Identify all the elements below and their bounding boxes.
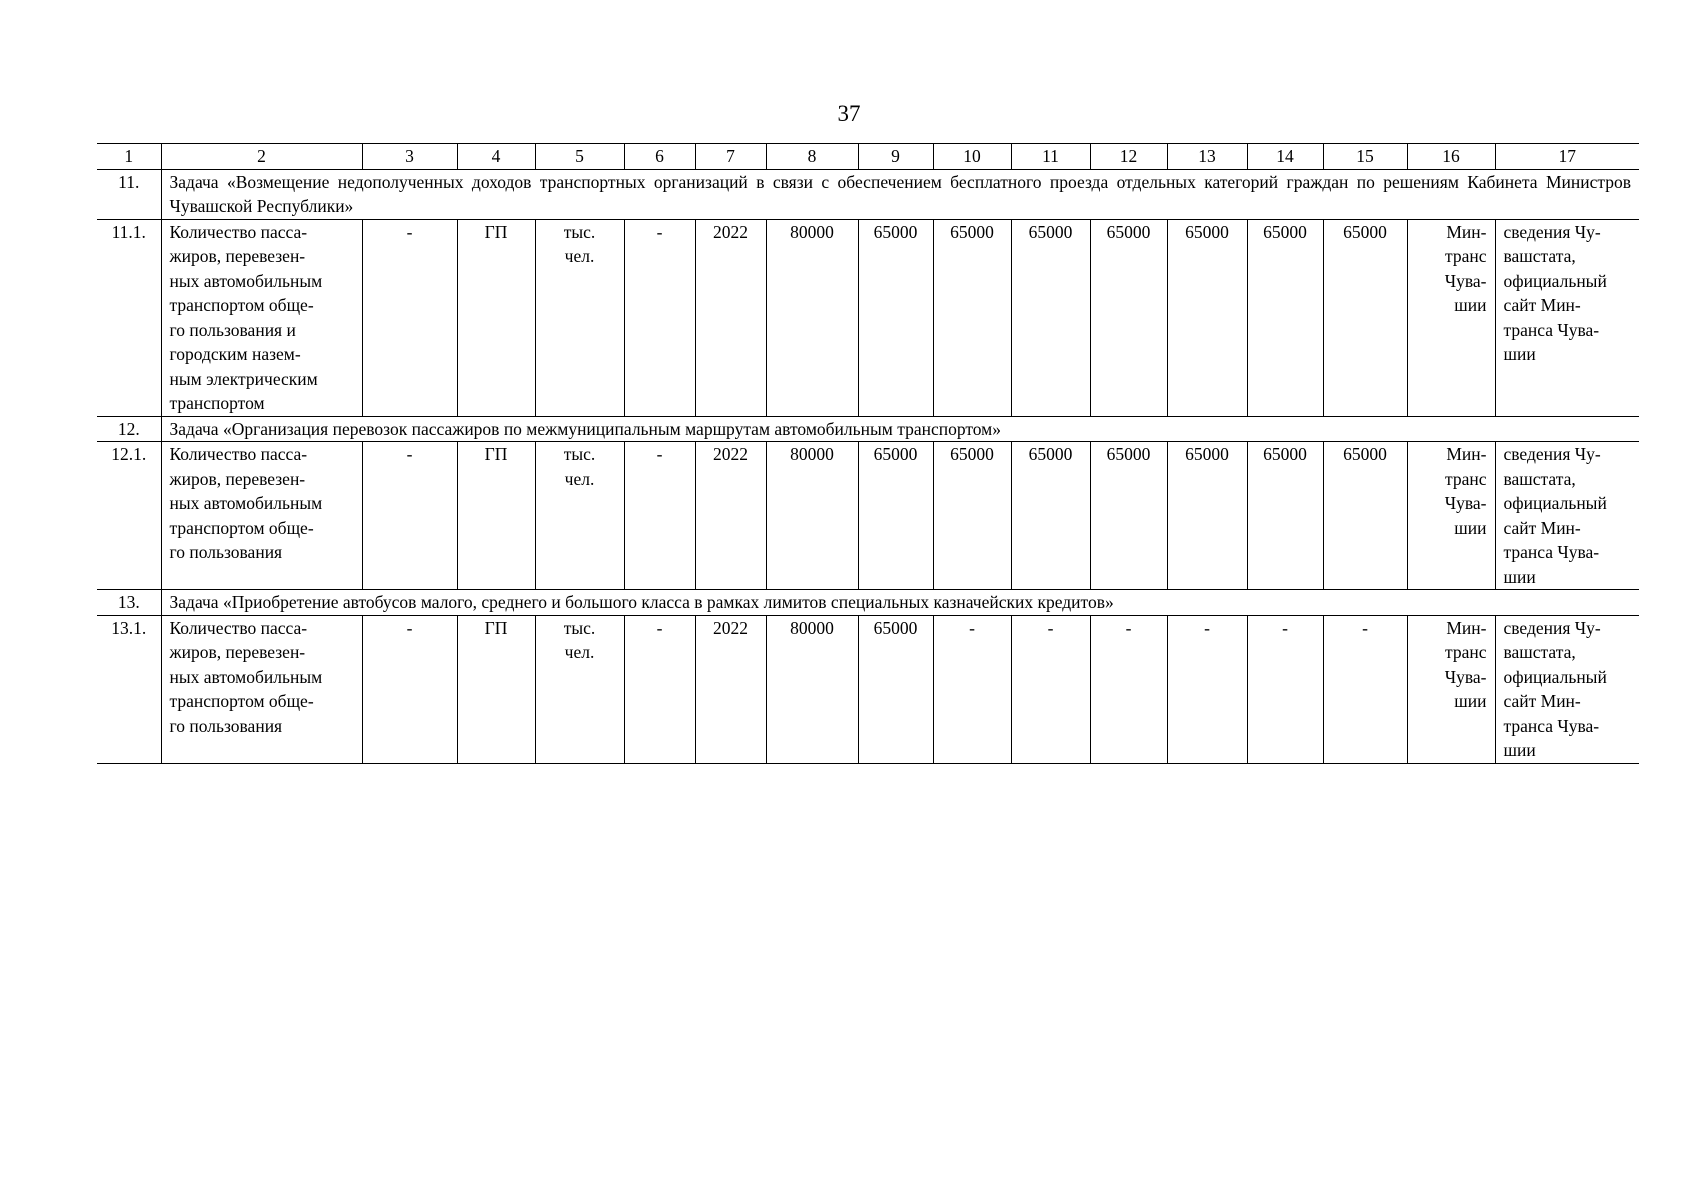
column-number-1: 1	[97, 144, 161, 170]
indicators-table	[97, 143, 1639, 764]
indicator-value: -	[1090, 615, 1167, 763]
column-number-7: 7	[695, 144, 766, 170]
column-number-11: 11	[1011, 144, 1090, 170]
task-title: Задача «Приобретение автобусов малого, среднего и большого класса в рамках лимитов специальных казначейских кредитов»	[161, 590, 1639, 616]
indicator-name: Количество пасса- жиров, перевезен- ных автомобильным транспортом обще- го пользования	[161, 442, 362, 590]
indicator-col6: -	[624, 615, 695, 763]
indicator-year: 2022	[695, 615, 766, 763]
indicator-responsible: Мин- транс Чува- шии	[1407, 219, 1495, 416]
column-number-16: 16	[1407, 144, 1495, 170]
column-number-12: 12	[1090, 144, 1167, 170]
indicator-source: сведения Чу- вашстата, официальный сайт Мин- транса Чува- шии	[1495, 219, 1639, 416]
indicator-value: 80000	[766, 442, 858, 590]
indicator-col6: -	[624, 219, 695, 416]
indicator-number: 12.1.	[97, 442, 161, 590]
indicator-col3: -	[362, 615, 457, 763]
task-number: 13.	[97, 590, 161, 616]
column-number-8: 8	[766, 144, 858, 170]
indicator-responsible: Мин- транс Чува- шии	[1407, 615, 1495, 763]
task-number: 12.	[97, 416, 161, 442]
indicator-row	[97, 615, 1639, 763]
indicator-year: 2022	[695, 442, 766, 590]
indicator-value: -	[933, 615, 1011, 763]
task-row	[97, 169, 1639, 219]
indicator-value: 65000	[1090, 442, 1167, 590]
indicator-name: Количество пасса- жиров, перевезен- ных автомобильным транспортом обще- го пользования и городским назем- ным электрическим транспортом	[161, 219, 362, 416]
indicator-number: 13.1.	[97, 615, 161, 763]
indicator-value: 65000	[858, 442, 933, 590]
indicator-value: -	[1323, 615, 1407, 763]
indicator-value: 65000	[1011, 219, 1090, 416]
column-number-13: 13	[1167, 144, 1247, 170]
indicator-unit: тыс. чел.	[535, 615, 624, 763]
task-title: Задача «Возмещение недополученных доходов транспортных организаций в связи с обеспечением бесплатного проезда отдельных категорий граждан по решениям Кабинета Министров Чувашской Республики»	[161, 169, 1639, 219]
indicator-col6: -	[624, 442, 695, 590]
task-title: Задача «Организация перевозок пассажиров по межмуниципальным маршрутам автомобильным транспортом»	[161, 416, 1639, 442]
indicator-unit: тыс. чел.	[535, 442, 624, 590]
column-number-2: 2	[161, 144, 362, 170]
indicator-value: 65000	[1323, 219, 1407, 416]
column-number-6: 6	[624, 144, 695, 170]
page-number: 37	[837, 101, 861, 126]
column-number-17: 17	[1495, 144, 1639, 170]
indicator-number: 11.1.	[97, 219, 161, 416]
indicator-value: 65000	[933, 219, 1011, 416]
indicator-value: -	[1011, 615, 1090, 763]
indicator-value: 65000	[1167, 442, 1247, 590]
indicator-unit: тыс. чел.	[535, 219, 624, 416]
indicator-responsible: Мин- транс Чува- шии	[1407, 442, 1495, 590]
indicator-value: -	[1247, 615, 1323, 763]
indicator-value: 80000	[766, 615, 858, 763]
indicator-value: 65000	[1167, 219, 1247, 416]
indicator-source: сведения Чу- вашстата, официальный сайт Мин- транса Чува- шии	[1495, 442, 1639, 590]
indicator-type: ГП	[457, 442, 535, 590]
column-number-4: 4	[457, 144, 535, 170]
column-number-15: 15	[1323, 144, 1407, 170]
column-number-14: 14	[1247, 144, 1323, 170]
indicator-value: 65000	[858, 615, 933, 763]
indicator-col3: -	[362, 219, 457, 416]
indicator-row	[97, 442, 1639, 590]
task-row	[97, 590, 1639, 616]
column-number-10: 10	[933, 144, 1011, 170]
indicator-value: 65000	[1011, 442, 1090, 590]
indicator-value: 65000	[933, 442, 1011, 590]
indicator-value: 65000	[1247, 442, 1323, 590]
indicator-value: 65000	[858, 219, 933, 416]
indicator-value: 65000	[1323, 442, 1407, 590]
indicator-value: 65000	[1247, 219, 1323, 416]
indicator-type: ГП	[457, 219, 535, 416]
indicator-value: -	[1167, 615, 1247, 763]
indicator-name: Количество пасса- жиров, перевезен- ных автомобильным транспортом обще- го пользования	[161, 615, 362, 763]
indicator-row	[97, 219, 1639, 416]
column-number-5: 5	[535, 144, 624, 170]
indicator-value: 65000	[1090, 219, 1167, 416]
task-number: 11.	[97, 169, 161, 219]
column-number-3: 3	[362, 144, 457, 170]
indicator-type: ГП	[457, 615, 535, 763]
column-number-row	[97, 144, 1639, 170]
task-row	[97, 416, 1639, 442]
indicator-year: 2022	[695, 219, 766, 416]
indicator-source: сведения Чу- вашстата, официальный сайт Мин- транса Чува- шии	[1495, 615, 1639, 763]
indicator-col3: -	[362, 442, 457, 590]
column-number-9: 9	[858, 144, 933, 170]
indicator-value: 80000	[766, 219, 858, 416]
